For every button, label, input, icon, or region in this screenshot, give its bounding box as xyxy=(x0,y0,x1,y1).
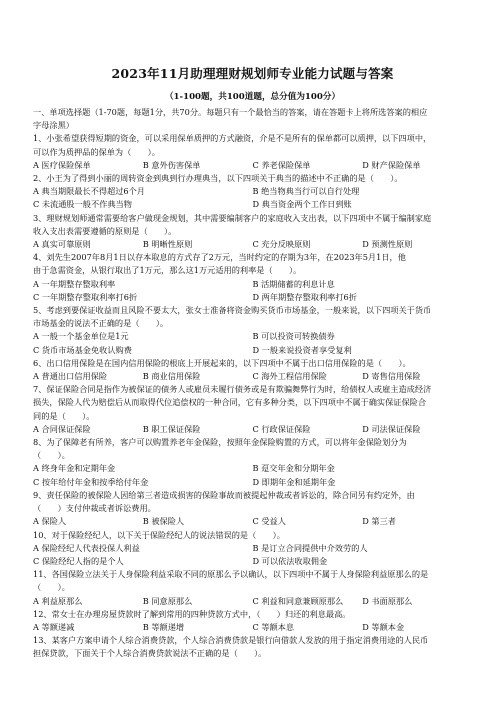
answer-option: A 等额递减 xyxy=(33,621,75,632)
answer-option: B 等额递增 xyxy=(142,621,185,632)
answer-option: B 活期储蓄的利息计息 xyxy=(252,278,335,289)
answer-option: B 被保险人 xyxy=(142,516,185,527)
answer-option: B 可以投资可转换债券 xyxy=(252,331,335,342)
answer-options-row xyxy=(33,555,472,568)
question-stem-line: 由于急需资金，从银行取出了1万元，那么这1万元适用的利率是（ ）。 xyxy=(33,265,302,276)
answer-options-row xyxy=(33,278,472,291)
answer-option: B 意外伤害保单 xyxy=(142,159,201,170)
question-stem-line: 收入支出表需要遵循的原则是（ ）。 xyxy=(33,225,177,236)
answer-option: D 典当资金两个工作日到账 xyxy=(252,199,352,210)
answer-option: C 养老保险保单 xyxy=(252,159,311,170)
question-stem-line: 4、刘先生2007年8月1日以存本取息的方式存了2万元，当时约定的存期为3年，在2023年5月1日，他 xyxy=(33,252,406,263)
answer-option: B 绝当物典当行可以自行处理 xyxy=(252,186,360,197)
question-item xyxy=(33,132,472,172)
question-item xyxy=(33,608,472,634)
answer-option: C 利益和同意兼顾原那么 xyxy=(252,595,344,606)
question-stem-line: 5、考虑到要保证收益而且风险不要太大，张女士准备将资金购买货币市场基金，一般来说，以下四项关于货币 xyxy=(33,305,432,316)
answer-option: C 等额本息 xyxy=(252,621,295,632)
question-item xyxy=(33,529,472,569)
document-subtitle: （1-100题，共100道题，总分值为100分） xyxy=(164,92,341,102)
answer-option: A 一般一个基金单位是1元 xyxy=(33,331,129,342)
answer-options-row xyxy=(33,423,472,436)
question-item xyxy=(33,251,472,304)
answer-option: D 一般来说投资者享受复利 xyxy=(252,344,352,355)
answer-option: D 两年期整存整取利率打6折 xyxy=(252,291,357,302)
answer-option: A 保险人 xyxy=(33,516,67,527)
answer-option: D 寄售信用保险 xyxy=(362,371,421,382)
question-stem-line: （ ）支付仲裁或者诉讼费用。 xyxy=(33,503,156,514)
answer-option: D 第三者 xyxy=(362,516,396,527)
question-item xyxy=(33,304,472,357)
answer-option: A 一年期整存整取利率 xyxy=(33,278,116,289)
question-stem-line: 12、常女士在办理房屋贷款时了解到常用的四种贷款方式中，（ ）归还的利息最高。 xyxy=(33,608,351,619)
answer-option: C 充分反映原则 xyxy=(252,239,311,250)
question-stem-line: 10、对于保险经纪人，以下关于保险经纪人的说法错误的是（ ）。 xyxy=(33,529,285,540)
question-stem-line: 3、理财规划师通常需要给客户做现金规划，其中需要编制客户的家庭收入支出表，以下四项中不属于编制家庭 xyxy=(33,212,432,223)
answer-option: A 保险经纪人代表投保人利益 xyxy=(33,542,140,553)
question-item xyxy=(33,172,472,212)
answer-options-row xyxy=(33,185,472,198)
question-stem-line: 13、某客户方案申请个人综合消费贷款，个人综合消费贷款是银行向借款人发放的用于指定消费用途的人民币 xyxy=(33,635,429,646)
answer-options-row xyxy=(33,198,472,211)
section-intro-line: 字母涂黑） xyxy=(33,120,74,131)
answer-option: A 终身年金和定期年金 xyxy=(33,463,116,474)
question-stem-line: 1、小张希望获得短期的资金，可以采用保单质押的方式融资，介是不是所有的保单都可以质押，以下四项中， xyxy=(33,133,432,144)
question-stem-line: 同的是（ ）。 xyxy=(33,410,95,421)
question-stem-line: （ ）。 xyxy=(33,450,70,461)
question-stem-line: 7、保证保险合同是指作为被保证的债务人或雇员未履行债务或是有欺骗舞弊行为时，给债权人或雇主造成经济 xyxy=(33,384,432,395)
answer-options-row xyxy=(33,462,472,475)
answer-option: D 书面原那么 xyxy=(362,595,413,606)
question-item xyxy=(33,357,472,383)
answer-option: D 司法保证保险 xyxy=(362,423,421,434)
question-stem-line: 损失，保险人代为赔偿后从而取得代位追偿权的一种合同，它有多种分类，以下四项中不属于确实保证保险合 xyxy=(33,397,427,408)
answer-option: B 职工保证保险 xyxy=(142,423,201,434)
question-stem-line: 可以作为质押品的保单为（ ）。 xyxy=(33,146,160,157)
answer-option: D 财产保险保单 xyxy=(362,159,421,170)
answer-option: A 真实可靠原则 xyxy=(33,239,91,250)
answer-option: C 海外工程信用保险 xyxy=(252,371,327,382)
question-stem-line: 2、小王为了得到小丽的周转资金到典到行办理典当，以下四项关于典当的描述中不正确的是（ ）。 xyxy=(33,173,403,184)
answer-option: A 医疗保险保单 xyxy=(33,159,91,170)
answer-option: D 预测性原则 xyxy=(362,239,413,250)
answer-option: A 利益原那么 xyxy=(33,595,83,606)
answer-options-row xyxy=(33,621,472,634)
answer-option: D 等额本金 xyxy=(362,621,405,632)
question-item xyxy=(33,489,472,529)
answer-option: B 趸交年金和分期年金 xyxy=(252,463,335,474)
answer-options-row xyxy=(33,330,472,343)
question-stem-line: 担保贷款，下面关于个人综合消费贷款说法不正确的是（ ）。 xyxy=(33,648,267,659)
answer-option: A 典当期限最长不得超过6个月 xyxy=(33,186,145,197)
question-list xyxy=(33,132,472,660)
question-stem-line: 8、为了保障老有所养，客户可以购置养老年金保险，按照年金保险购置的方式，可以将年金保险划分为 xyxy=(33,437,407,448)
answer-options-row xyxy=(33,515,472,528)
answer-option: C 货币市场基金免收认购费 xyxy=(33,344,132,355)
answer-option: C 一年期整存整取利率打6折 xyxy=(33,291,138,302)
answer-options-row xyxy=(33,159,472,172)
question-item xyxy=(33,383,472,436)
answer-option: D 可以依法收取佣金 xyxy=(252,555,328,566)
answer-options-row xyxy=(33,595,472,608)
document-title: 2023年11月助理理财规划师专业能力试题与答案 xyxy=(111,66,394,81)
question-item xyxy=(33,212,472,252)
question-item xyxy=(33,436,472,489)
answer-options-row xyxy=(33,542,472,555)
section-intro-line: 一、单项选择题（1-70题，每题1分，共70分。每题只有一个最恰当的答案，请在答题卡上将所选答案的相应 xyxy=(33,107,428,117)
answer-option: D 即期年金和延期年金 xyxy=(252,476,336,487)
question-stem-line: 9、责任保险的被保险人因给第三者造成损害的保险事故而被提起仲裁或者诉讼的，除合同另有约定外，由 xyxy=(33,489,415,500)
answer-option: C 保险经纪人指的是个人 xyxy=(33,555,124,566)
question-stem-line: 11、各国保险立法关于人身保险利益采取不同的原那么予以确认，以下四项中不属于人身保险利益原那么的是 xyxy=(33,569,429,580)
question-stem-line: （ ）。 xyxy=(33,582,70,593)
answer-option: C 行政保证保险 xyxy=(252,423,311,434)
answer-option: C 受益人 xyxy=(252,516,286,527)
answer-options-row xyxy=(33,291,472,304)
question-stem-line: 6、出口信用保险是在国内信用保险的根底上开展起来的，以下四项中不属于出口信用保险的是（ ）。 xyxy=(33,357,411,368)
answer-option: C 按年给付年金和按季给付年金 xyxy=(33,476,149,487)
question-item xyxy=(33,634,472,660)
answer-options-row xyxy=(33,370,472,383)
answer-option: B 商业信用保险 xyxy=(142,371,201,382)
answer-option: C 未流通股一般不作典当物 xyxy=(33,199,132,210)
answer-option: B 是订立合同提供中介效劳的人 xyxy=(252,542,368,553)
answer-option: B 同意原那么 xyxy=(142,595,193,606)
question-stem-line: 市场基金的说法不正确的是（ ）。 xyxy=(33,318,169,329)
answer-options-row xyxy=(33,476,472,489)
answer-option: A 普通出口信用保险 xyxy=(33,371,108,382)
question-item xyxy=(33,568,472,608)
answer-options-row xyxy=(33,344,472,357)
answer-option: B 明晰性原则 xyxy=(142,239,193,250)
answer-options-row xyxy=(33,238,472,251)
answer-option: A 合同保证保险 xyxy=(33,423,91,434)
